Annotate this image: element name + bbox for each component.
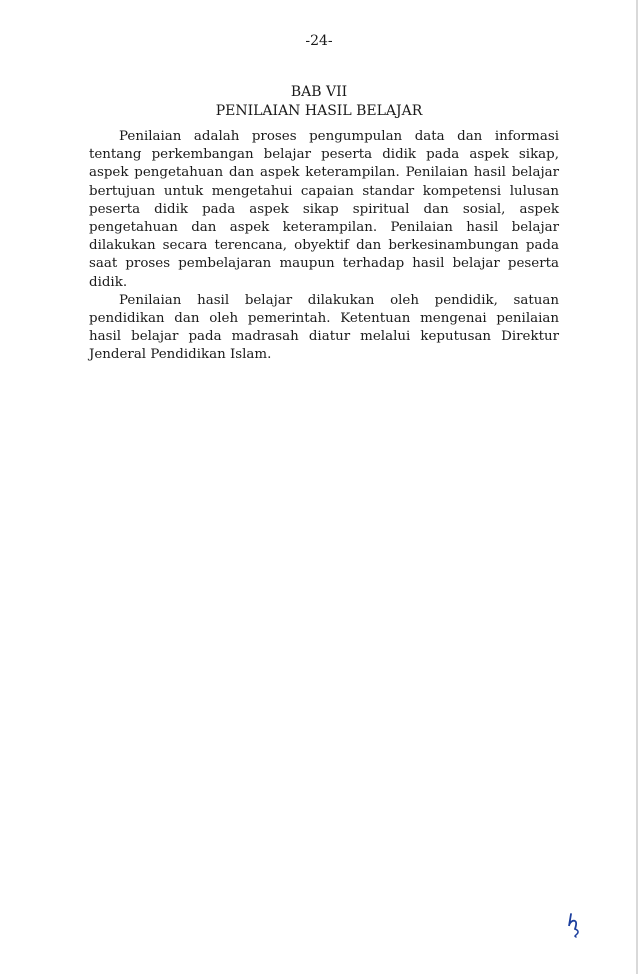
chapter-title: PENILAIAN HASIL BELAJAR <box>215 103 423 119</box>
page-number: -24- <box>305 33 333 49</box>
handwritten-initials-icon <box>566 912 582 938</box>
paragraph-1: Penilaian adalah proses pengumpulan data dan informasi tentang perkembangan belajar peserta didik pada aspek sikap, aspek pengetahuan dan aspek keterampilan. Penilaian hasil belajar bertujuan untuk mengetahui capaian standar kompetensi lulusan peserta didik pada aspek sikap spiritual dan sosial, aspek pengetahuan dan aspek keterampilan. Penilaian hasil belajar dilakukan secara terencana, obyektif dan berkesinambungan pada saat proses pembelajaran maupun terhadap hasil belajar peserta didik. <box>89 129 559 290</box>
chapter-label: BAB VII <box>290 84 348 100</box>
body-text <box>89 128 559 365</box>
paragraph-2: Penilaian hasil belajar dilakukan oleh pendidik, satuan pendidikan dan oleh pemerintah. Ketentuan mengenai penilaian hasil belajar pada madrasah diatur melalui keputusan Direktur Jenderal Pendidikan Islam. <box>89 292 559 363</box>
chapter-heading <box>0 83 638 121</box>
